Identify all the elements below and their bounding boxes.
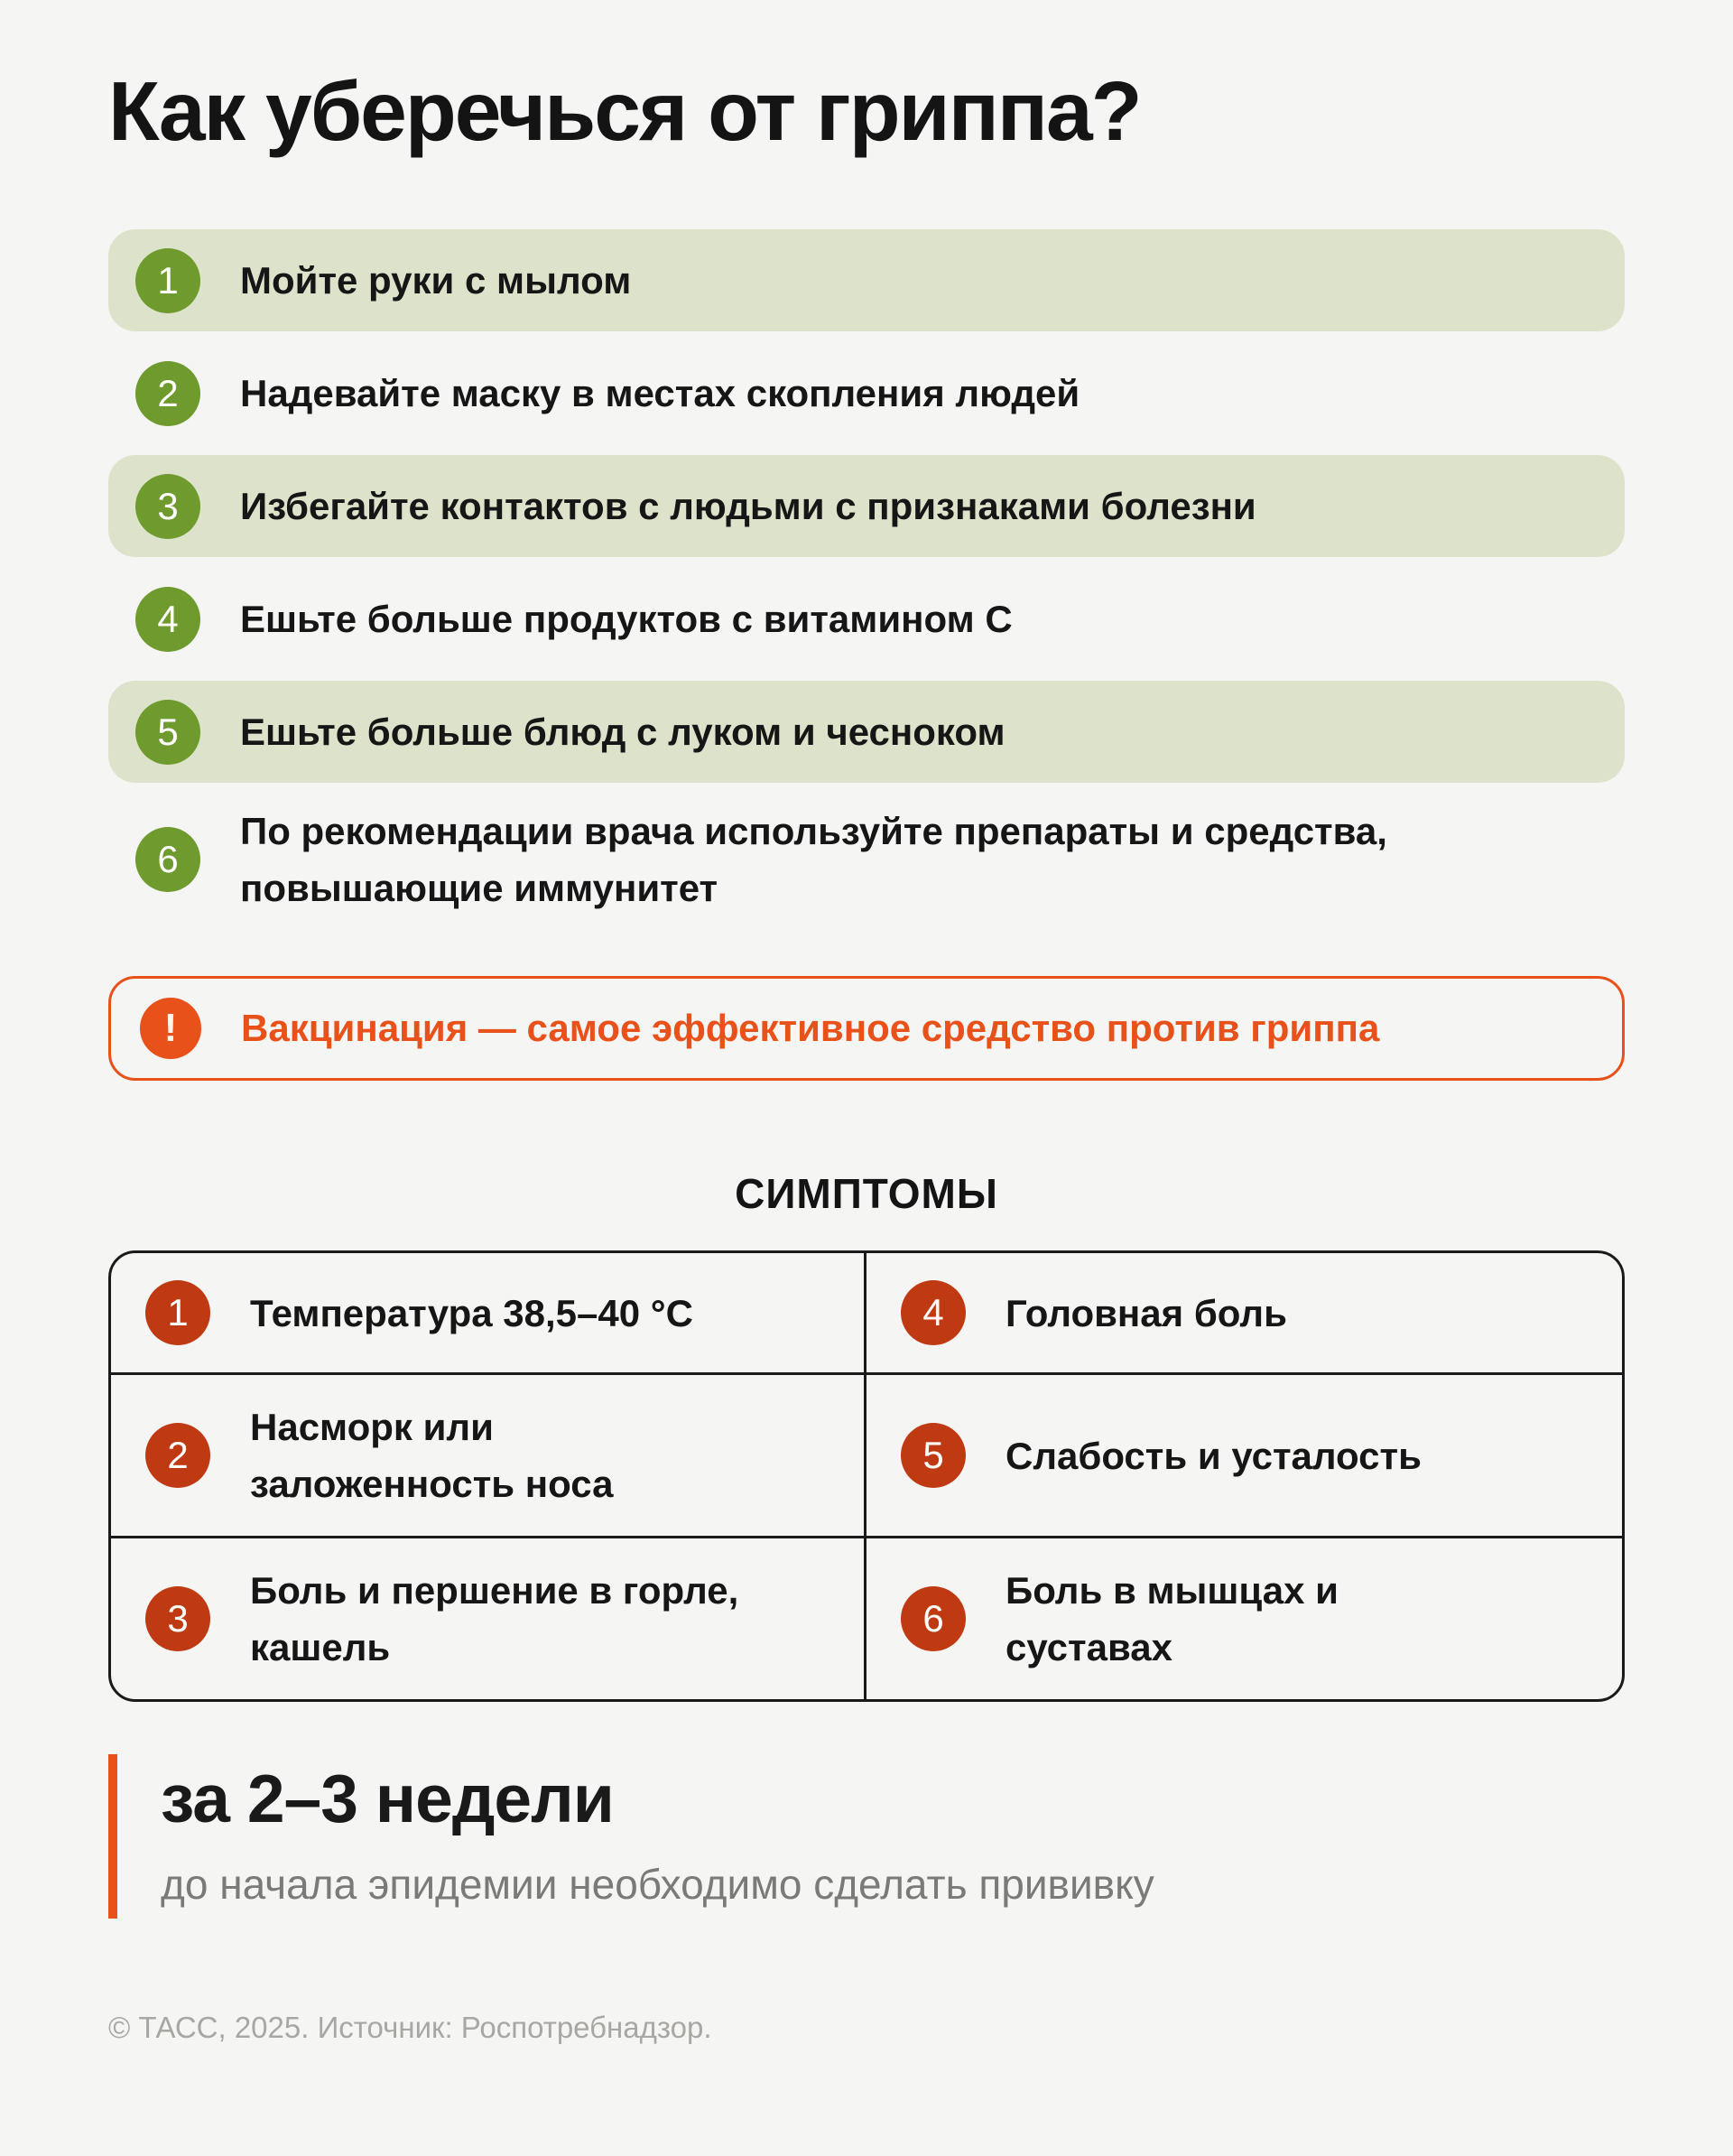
- symptoms-row-1: [111, 1253, 1622, 1375]
- number-badge-red: 3: [145, 1586, 210, 1651]
- prevention-item-3: [108, 455, 1625, 557]
- vaccination-timing-callout: [108, 1754, 1625, 1919]
- prevention-item-text: Мойте руки с мылом: [240, 259, 632, 302]
- symptom-cell-5: [866, 1375, 1622, 1536]
- prevention-item-6: [108, 794, 1625, 925]
- exclamation-icon: !: [140, 998, 201, 1059]
- symptom-text: Насморк или заложенность носа: [250, 1406, 614, 1506]
- symptom-text: Головная боль: [1006, 1291, 1287, 1334]
- symptom-text: Боль и першение в горле, кашель: [250, 1569, 739, 1669]
- symptom-text: Температура 38,5–40 °C: [250, 1291, 693, 1334]
- source-credit: © ТАСС, 2025. Источник: Роспотребнадзор.: [108, 2010, 712, 2044]
- symptoms-row-2: [111, 1375, 1622, 1538]
- symptom-text: Слабость и усталость: [1006, 1434, 1422, 1477]
- number-badge-red: 2: [145, 1423, 210, 1488]
- symptoms-heading: СИМПТОМЫ: [735, 1170, 998, 1218]
- symptom-cell-1: [111, 1253, 866, 1372]
- prevention-item-5: [108, 681, 1625, 783]
- number-badge-red: 6: [901, 1586, 966, 1651]
- number-badge-red: 1: [145, 1280, 210, 1345]
- prevention-item-text: Избегайте контактов с людьми с признаками болезни: [240, 485, 1256, 528]
- number-badge-green: 6: [135, 827, 200, 892]
- number-badge-green: 4: [135, 587, 200, 652]
- symptoms-row-3: [111, 1538, 1622, 1699]
- page-title: Как уберечься от гриппа?: [108, 64, 1141, 158]
- prevention-item-text: По рекомендации врача используйте препараты и средства, повышающие иммунитет: [240, 810, 1387, 910]
- prevention-item-text: Ешьте больше продуктов с витамином С: [240, 598, 1013, 641]
- prevention-item-2: [108, 342, 1625, 444]
- prevention-list: [108, 229, 1625, 925]
- warning-text: Вакцинация — самое эффективное средство против гриппа: [241, 1007, 1380, 1049]
- timing-title: за 2–3 недели: [161, 1761, 614, 1837]
- number-badge-red: 4: [901, 1280, 966, 1345]
- vaccination-warning-box: [108, 976, 1625, 1081]
- symptom-cell-2: [111, 1375, 866, 1536]
- prevention-item-text: Ешьте больше блюд с луком и чесноком: [240, 711, 1006, 754]
- number-badge-green: 3: [135, 474, 200, 539]
- symptoms-table: [108, 1250, 1625, 1702]
- number-badge-green: 2: [135, 361, 200, 426]
- symptom-cell-6: [866, 1538, 1622, 1699]
- number-badge-red: 5: [901, 1423, 966, 1488]
- number-badge-green: 5: [135, 700, 200, 765]
- number-badge-green: 1: [135, 248, 200, 313]
- prevention-item-4: [108, 568, 1625, 670]
- timing-subtitle: до начала эпидемии необходимо сделать прививку: [161, 1860, 1154, 1908]
- prevention-item-1: [108, 229, 1625, 331]
- symptom-text: Боль в мышцах и суставах: [1006, 1569, 1339, 1669]
- symptom-cell-4: [866, 1253, 1622, 1372]
- symptom-cell-3: [111, 1538, 866, 1699]
- prevention-item-text: Надевайте маску в местах скопления людей: [240, 372, 1080, 415]
